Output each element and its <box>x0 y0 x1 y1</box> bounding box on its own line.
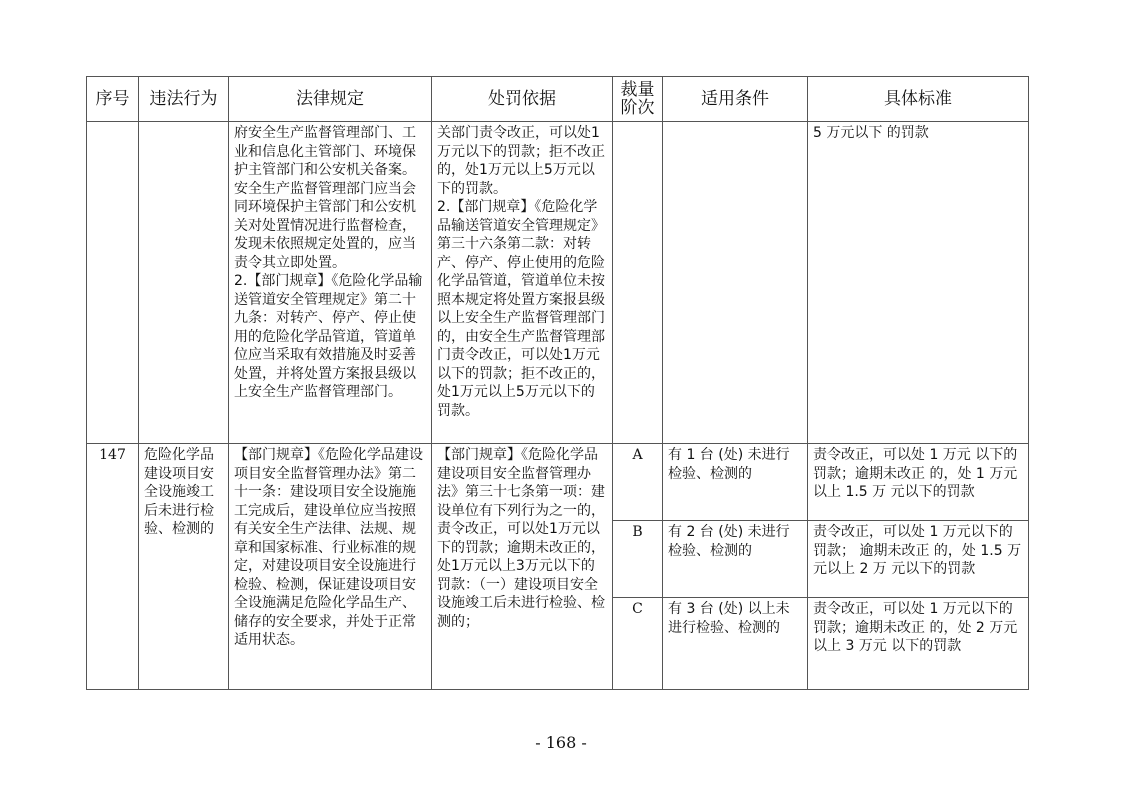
table-row-147-a <box>87 444 1029 521</box>
cell-seq-empty <box>87 122 139 444</box>
header-condition: 适用条件 <box>663 77 808 122</box>
header-seq: 序号 <box>87 77 139 122</box>
cell-standard-b: 责令改正，可以处 1 万元以下的罚款； 逾期未改正 的，处 1.5 万元以上 2 万 元以下的罚款 <box>808 521 1029 598</box>
header-law: 法律规定 <box>229 77 432 122</box>
law-paragraph-2: 2.【部门规章】《危险化学品输送管道安全管理规定》第二十九条：对转产、停产、停止使用的危险化学品管道，管道单位应当采取有效措施及时妥善处置，并将处置方案报县级以上安全生产监督管理部门。 <box>234 273 423 400</box>
table-row-continued <box>87 122 1029 444</box>
cell-standard-a: 责令改正，可以处 1 万元 以下的罚款；逾期未改正 的，处 1 万元以上 1.5 万 元以下的罚款 <box>808 444 1029 521</box>
cell-level-b: B <box>613 521 663 598</box>
header-level: 裁量阶次 <box>613 77 663 122</box>
cell-condition-b: 有 2 台 (处) 未进行检验、检测的 <box>663 521 808 598</box>
header-row <box>87 77 1029 122</box>
header-penalty-basis: 处罚依据 <box>432 77 613 122</box>
page-number: - 168 - <box>535 733 587 752</box>
cell-condition-a: 有 1 台 (处) 未进行检验、检测的 <box>663 444 808 521</box>
cell-standard-c: 责令改正，可以处 1 万元以下的罚款；逾期未改正 的，处 2 万元以上 3 万元 以下的罚款 <box>808 598 1029 690</box>
cell-condition-empty <box>663 122 808 444</box>
cell-level-empty <box>613 122 663 444</box>
cell-law-continued <box>229 122 432 444</box>
header-violation: 违法行为 <box>139 77 229 122</box>
penalty-paragraph-2: 2.【部门规章】《危险化学品输送管道安全管理规定》第三十六条第二款：对转产、停产、停止使用的危险化学品管道，管道单位未按照本规定将处置方案报县级以上安全生产监督管理部门的，由安全生产监督管理部门责令改正，可以处1万元以下的罚款；拒不改正的，处1万元以上5万元以下的罚款。 <box>437 199 605 419</box>
penalty-standard-table <box>86 76 1029 690</box>
cell-penalty-147: 【部门规章】《危险化学品建设项目安全监督管理办法》第三十七条第一项：建设单位有下列行为之一的，责令改正，可以处1万元以下的罚款；逾期未改正的，处1万元以上3万元以下的罚款：（一）建设项目安全设施竣工后未进行检验、检测的； <box>432 444 613 690</box>
cell-law-147: 【部门规章】《危险化学品建设项目安全监督管理办法》第二十一条：建设项目安全设施施工完成后，建设单位应当按照有关安全生产法律、法规、规章和国家标准、行业标准的规定，对建设项目安全设施进行检验、检测，保证建设项目安全设施满足危险化学品生产、储存的安全要求，并处于正常适用状态。 <box>229 444 432 690</box>
cell-violation-147: 危险化学品建设项目安全设施竣工后未进行检验、检测的 <box>139 444 229 690</box>
cell-level-c: C <box>613 598 663 690</box>
cell-violation-empty <box>139 122 229 444</box>
header-standard: 具体标准 <box>808 77 1029 122</box>
cell-seq-147: 147 <box>87 444 139 690</box>
cell-standard-continued: 5 万元以下 的罚款 <box>808 122 1029 444</box>
law-paragraph-1: 府安全生产监督管理部门、工业和信息化主管部门、环境保护主管部门和公安机关备案。安全生产监督管理部门应当会同环境保护主管部门和公安机关对处置情况进行监督检查，发现未依照规定处置的，应当责令其立即处置。 <box>234 125 416 271</box>
cell-penalty-continued <box>432 122 613 444</box>
cell-condition-c: 有 3 台 (处) 以上未进行检验、检测的 <box>663 598 808 690</box>
penalty-paragraph-1: 关部门责令改正，可以处1万元以下的罚款；拒不改正的，处1万元以上5万元以下的罚款。 <box>437 125 605 197</box>
cell-level-a: A <box>613 444 663 521</box>
